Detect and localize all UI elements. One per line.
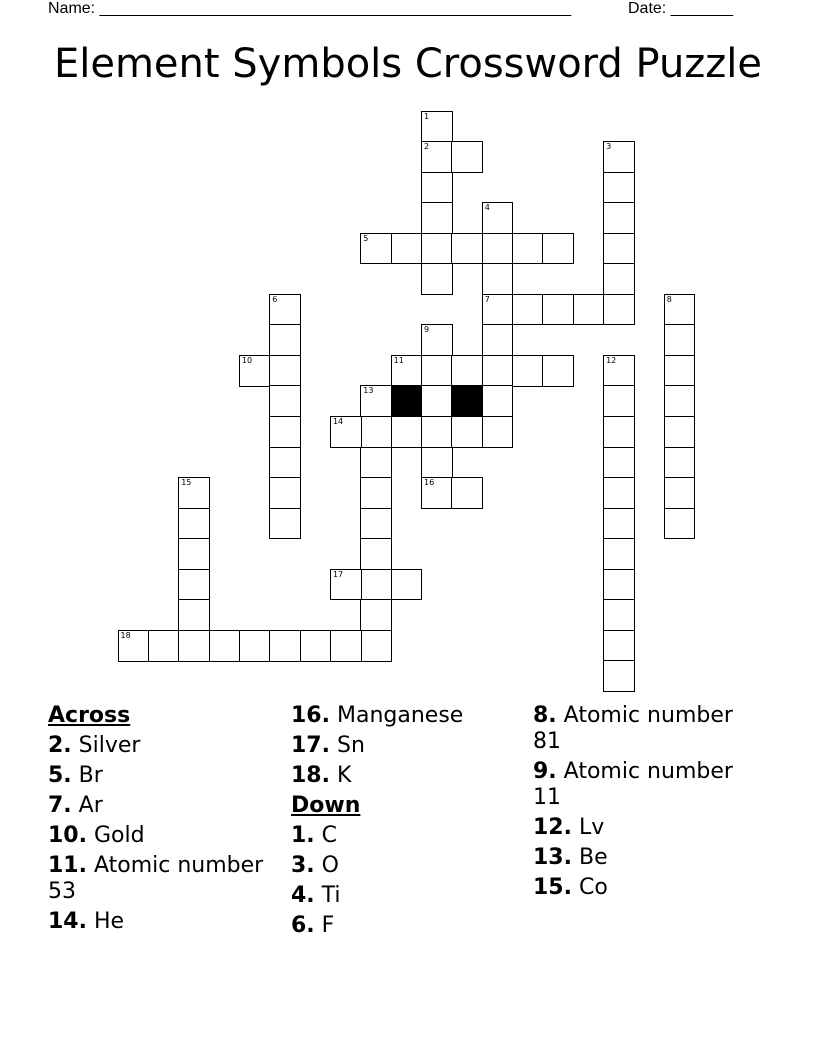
grid-cell[interactable]	[482, 385, 514, 417]
grid-cell[interactable]	[603, 263, 635, 295]
clues-column-1	[48, 703, 268, 939]
grid-cell[interactable]	[421, 233, 453, 265]
grid-cell[interactable]	[178, 599, 210, 631]
clue-number: 11	[393, 355, 404, 365]
grid-cell[interactable]	[178, 538, 210, 570]
clue-across-18: 18. K	[291, 763, 352, 788]
grid-cell[interactable]	[360, 569, 392, 601]
clue-number: 3	[606, 142, 612, 152]
clue-number: 7	[484, 294, 490, 304]
clue-across-11: 11. Atomic number 53	[48, 853, 264, 904]
clue-number: 16	[424, 478, 435, 488]
clue-number: 13	[363, 386, 374, 396]
grid-cell[interactable]	[330, 416, 362, 448]
grid-cell[interactable]	[269, 294, 301, 326]
grid-cell[interactable]	[421, 202, 453, 234]
clue-across-2: 2. Silver	[48, 733, 141, 758]
grid-cell[interactable]	[360, 385, 392, 417]
grid-cell[interactable]	[664, 477, 696, 509]
clue-number: 1	[424, 111, 430, 121]
grid-cell[interactable]	[482, 324, 514, 356]
grid-cell[interactable]	[512, 355, 544, 387]
grid-cell[interactable]	[664, 508, 696, 540]
grid-cell[interactable]	[330, 569, 362, 601]
grid-cell[interactable]	[451, 355, 483, 387]
grid-cell[interactable]	[451, 141, 483, 173]
clue-across-5: 5. Br	[48, 763, 103, 788]
grid-cell[interactable]	[482, 202, 514, 234]
grid-cell[interactable]	[269, 385, 301, 417]
clue-number: 14	[332, 417, 344, 426]
grid-cell[interactable]	[451, 477, 483, 509]
grid-cell[interactable]	[482, 263, 514, 295]
grid-cell[interactable]	[482, 233, 514, 265]
grid-cell[interactable]	[421, 385, 453, 417]
grid-cell[interactable]	[421, 355, 453, 387]
grid-cell[interactable]	[421, 324, 453, 356]
grid-cell[interactable]	[603, 141, 635, 173]
grid-cell[interactable]	[239, 630, 271, 662]
clue-number: 2	[424, 142, 430, 152]
clue-down-15: 15. Co	[533, 875, 608, 900]
clue-down-3: 3. O	[291, 853, 339, 878]
clue-number: 4	[484, 203, 490, 213]
grid-cell[interactable]	[421, 111, 453, 143]
grid-cell[interactable]	[512, 233, 544, 265]
black-cell	[391, 385, 423, 417]
grid-cell[interactable]	[391, 233, 423, 265]
clue-number: 18	[120, 630, 131, 640]
grid-cell[interactable]	[542, 233, 574, 265]
grid-cell[interactable]	[360, 630, 392, 662]
grid-cell[interactable]	[542, 355, 574, 387]
grid-cell[interactable]	[118, 630, 150, 662]
clue-number: 12	[606, 355, 617, 365]
clue-down-1: 1. C	[291, 823, 338, 848]
grid-cell[interactable]	[360, 477, 392, 509]
grid-cell[interactable]	[573, 294, 605, 326]
grid-cell[interactable]	[603, 630, 635, 662]
clue-number: 17	[332, 569, 344, 579]
grid-cell[interactable]	[269, 477, 301, 509]
grid-cell[interactable]	[603, 569, 635, 601]
clue-down-9: 9. Atomic number 11	[533, 759, 733, 810]
name-field-label[interactable]: Name: _____________________________________________________	[48, 0, 572, 17]
grid-cell[interactable]	[451, 233, 483, 265]
grid-cell[interactable]	[664, 355, 696, 387]
grid-cell[interactable]	[360, 508, 392, 540]
grid-cell[interactable]	[512, 294, 544, 326]
clue-down-4: 4. Ti	[291, 883, 341, 908]
grid-cell[interactable]	[360, 233, 392, 265]
grid-cell[interactable]	[451, 416, 483, 448]
grid-cell[interactable]	[482, 355, 514, 387]
grid-cell[interactable]	[603, 538, 635, 570]
grid-cell[interactable]	[360, 538, 392, 570]
grid-cell[interactable]	[542, 294, 574, 326]
grid-cell[interactable]	[664, 447, 696, 479]
clue-number: 8	[666, 294, 672, 304]
grid-cell[interactable]	[603, 660, 635, 692]
grid-cell[interactable]	[269, 447, 301, 479]
grid-cell[interactable]	[421, 263, 453, 295]
grid-cell[interactable]	[330, 630, 362, 662]
grid-cell[interactable]	[269, 416, 301, 448]
grid-cell[interactable]	[300, 630, 332, 662]
grid-cell[interactable]	[178, 508, 210, 540]
grid-cell[interactable]	[360, 416, 392, 448]
clues-column-3	[533, 703, 753, 905]
black-cell	[451, 385, 483, 417]
clue-across-14: 14. He	[48, 909, 125, 934]
clue-down-6: 6. F	[291, 913, 335, 938]
grid-cell[interactable]	[664, 416, 696, 448]
clue-across-17: 17. Sn	[291, 733, 365, 758]
clue-across-7: 7. Ar	[48, 793, 103, 818]
grid-cell[interactable]	[482, 294, 514, 326]
grid-cell[interactable]	[603, 599, 635, 631]
clue-down-13: 13. Be	[533, 845, 608, 870]
grid-cell[interactable]	[178, 477, 210, 509]
grid-cell[interactable]	[421, 416, 453, 448]
grid-cell[interactable]	[603, 416, 635, 448]
grid-cell[interactable]	[603, 172, 635, 204]
grid-cell[interactable]	[269, 324, 301, 356]
clue-number: 10	[241, 355, 253, 365]
grid-cell[interactable]	[269, 355, 301, 387]
clue-across-10: 10. Gold	[48, 823, 145, 848]
grid-cell[interactable]	[603, 233, 635, 265]
grid-cell[interactable]	[664, 294, 696, 326]
clue-number: 15	[181, 478, 192, 488]
date-field-label[interactable]: Date: _______	[628, 0, 733, 17]
grid-cell[interactable]	[664, 324, 696, 356]
clue-down-8: 8. Atomic number 81	[533, 703, 733, 754]
grid-cell[interactable]	[603, 508, 635, 540]
page-title: Element Symbols Crossword Puzzle	[53, 41, 763, 87]
grid-cell[interactable]	[603, 447, 635, 479]
grid-cell[interactable]	[209, 630, 241, 662]
grid-cell[interactable]	[603, 477, 635, 509]
grid-cell[interactable]	[421, 141, 453, 173]
grid-cell[interactable]	[269, 630, 301, 662]
grid-cell[interactable]	[603, 202, 635, 234]
clue-number: 6	[272, 294, 278, 304]
grid-cell[interactable]	[603, 355, 635, 387]
grid-cell[interactable]	[360, 447, 392, 479]
grid-cell[interactable]	[664, 385, 696, 417]
grid-cell[interactable]	[421, 477, 453, 509]
grid-cell[interactable]	[391, 355, 423, 387]
across-heading: Across	[48, 703, 131, 728]
grid-cell[interactable]	[148, 630, 180, 662]
grid-cell[interactable]	[391, 416, 423, 448]
grid-cell[interactable]	[178, 630, 210, 662]
grid-cell[interactable]	[603, 385, 635, 417]
grid-cell[interactable]	[239, 355, 271, 387]
clue-down-12: 12. Lv	[533, 815, 605, 840]
grid-cell[interactable]	[178, 569, 210, 601]
clue-number: 5	[363, 233, 369, 243]
grid-cell[interactable]	[421, 172, 453, 204]
clue-number: 9	[424, 325, 430, 335]
grid-cell[interactable]	[421, 447, 453, 479]
down-heading: Down	[291, 793, 361, 818]
clue-across-16: 16. Manganese	[291, 703, 464, 728]
grid-cell[interactable]	[269, 508, 301, 540]
grid-cell[interactable]	[391, 569, 423, 601]
clues-column-2	[291, 703, 521, 943]
grid-cell[interactable]	[603, 294, 635, 326]
grid-cell[interactable]	[360, 599, 392, 631]
grid-cell[interactable]	[482, 416, 514, 448]
